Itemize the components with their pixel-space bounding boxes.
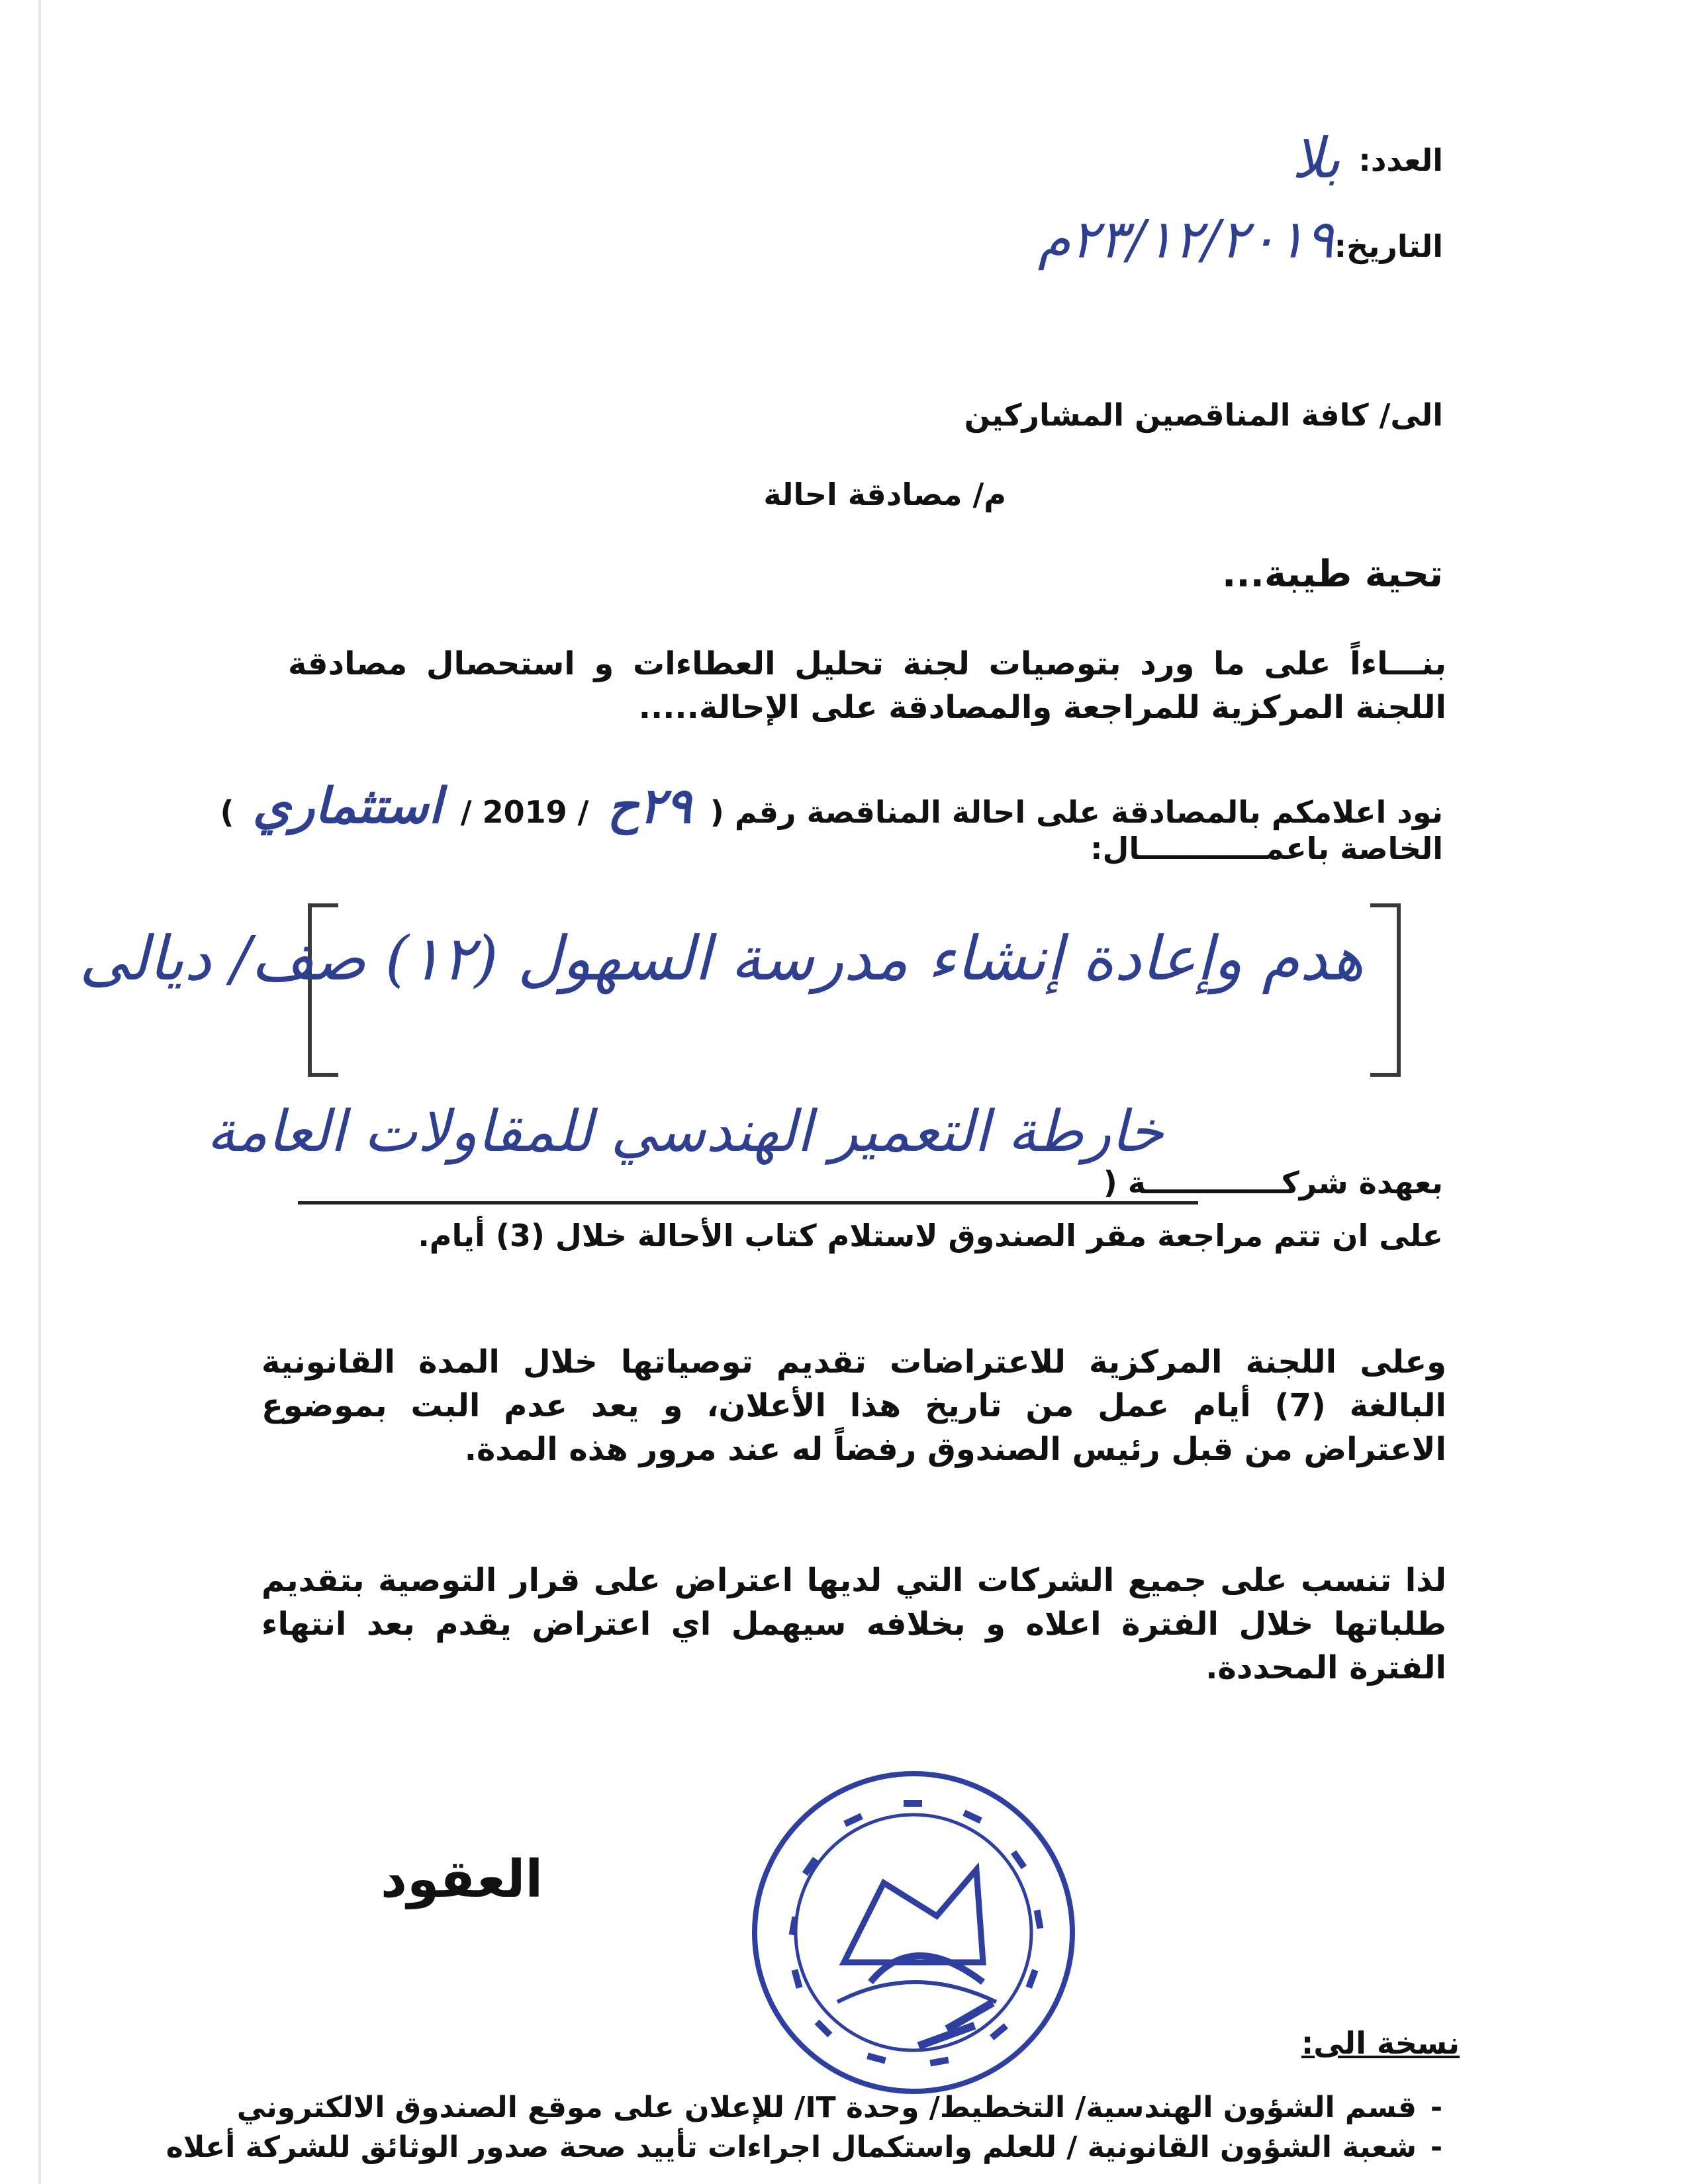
intro-text: بنـــاءاً على ما ورد بتوصيات لجنة تحليل العطاءات و استحصال مصادقة اللجنة المركزية للمراجعة والمصادقة على الإحالة..... bbox=[288, 645, 1446, 726]
company-label: بعهدة شركـــــــــــــة ( bbox=[1103, 1165, 1443, 1201]
notice-paragraph bbox=[261, 1559, 1446, 1690]
copy-to-item bbox=[132, 2088, 1456, 2128]
company-name: خارطة التعمير الهندسي للمقاولات العامة bbox=[207, 1099, 1164, 1165]
works-description: هدم وإعادة إنشاء مدرسة السهول (١٢) صف/ ديالى bbox=[79, 923, 1364, 994]
objections-paragraph bbox=[261, 1340, 1446, 1471]
committee-stamp bbox=[745, 1764, 1082, 2101]
tender-number: ٢٩ح bbox=[607, 778, 692, 835]
number-value: بلا bbox=[1291, 126, 1340, 191]
signature: العقود bbox=[381, 1850, 543, 1909]
tender-close: ) bbox=[220, 794, 234, 830]
list-dash: - bbox=[1430, 2130, 1443, 2164]
copy-to-list bbox=[132, 2088, 1456, 2167]
intro-paragraph bbox=[288, 642, 1446, 729]
copy-to-label: نسخة الى: bbox=[1301, 2025, 1460, 2061]
tender-line bbox=[220, 778, 1443, 835]
tender-line2: الخاصة باعمــــــــــــال: bbox=[1090, 831, 1443, 866]
tender-prefix: نود اعلامكم بالمصادقة على احالة المناقصة رقم ( bbox=[710, 794, 1443, 830]
copy-to-item-text: شعبة الشؤون القانونية / للعلم واستكمال اجراءات تأييد صحة صدور الوثائق للشركة أعلاه bbox=[165, 2130, 1417, 2164]
objections-text: وعلى اللجنة المركزية للاعتراضات تقديم توصياتها خلال المدة القانونية البالغة (7) أيام عمل من تاريخ هذا الأعلان، و يعد عدم البت بموضوع الاعتراض من قبل رئيس الصندوق رفضاً له عند مرور هذه المدة. bbox=[261, 1343, 1446, 1468]
review-note: على ان تتم مراجعة مقر الصندوق لاستلام كتاب الأحالة خلال (3) أيام. bbox=[418, 1218, 1443, 1253]
list-dash: - bbox=[1430, 2091, 1443, 2124]
subject: م/ مصادقة احالة bbox=[763, 477, 1006, 512]
greeting: تحية طيبة... bbox=[1222, 553, 1443, 596]
tender-year: / 2019 / bbox=[460, 794, 589, 830]
scan-edge bbox=[38, 0, 41, 2184]
date-value: ٢٣/١٢/٢٠١٩م bbox=[1037, 208, 1334, 270]
recipient: الى/ كافة المناقصين المشاركين bbox=[964, 397, 1443, 433]
copy-to-item bbox=[132, 2128, 1456, 2167]
date-label: التاريخ: bbox=[1334, 228, 1443, 264]
right-bracket bbox=[1370, 903, 1401, 1077]
company-underline bbox=[298, 1201, 1198, 1205]
number-label: العدد: bbox=[1358, 142, 1443, 178]
tender-type: استثماري bbox=[252, 778, 442, 835]
notice-text: لذا تنسب على جميع الشركات التي لديها اعتراض على قرار التوصية بتقديم طلباتها خلال الفترة اعلاه و بخلافه سيهمل اي اعتراض يقدم بعد انتهاء الفترة المحددة. bbox=[261, 1562, 1446, 1686]
copy-to-item-text: قسم الشؤون الهندسية/ التخطيط/ وحدة IT/ للإعلان على موقع الصندوق الالكتروني bbox=[236, 2091, 1417, 2124]
